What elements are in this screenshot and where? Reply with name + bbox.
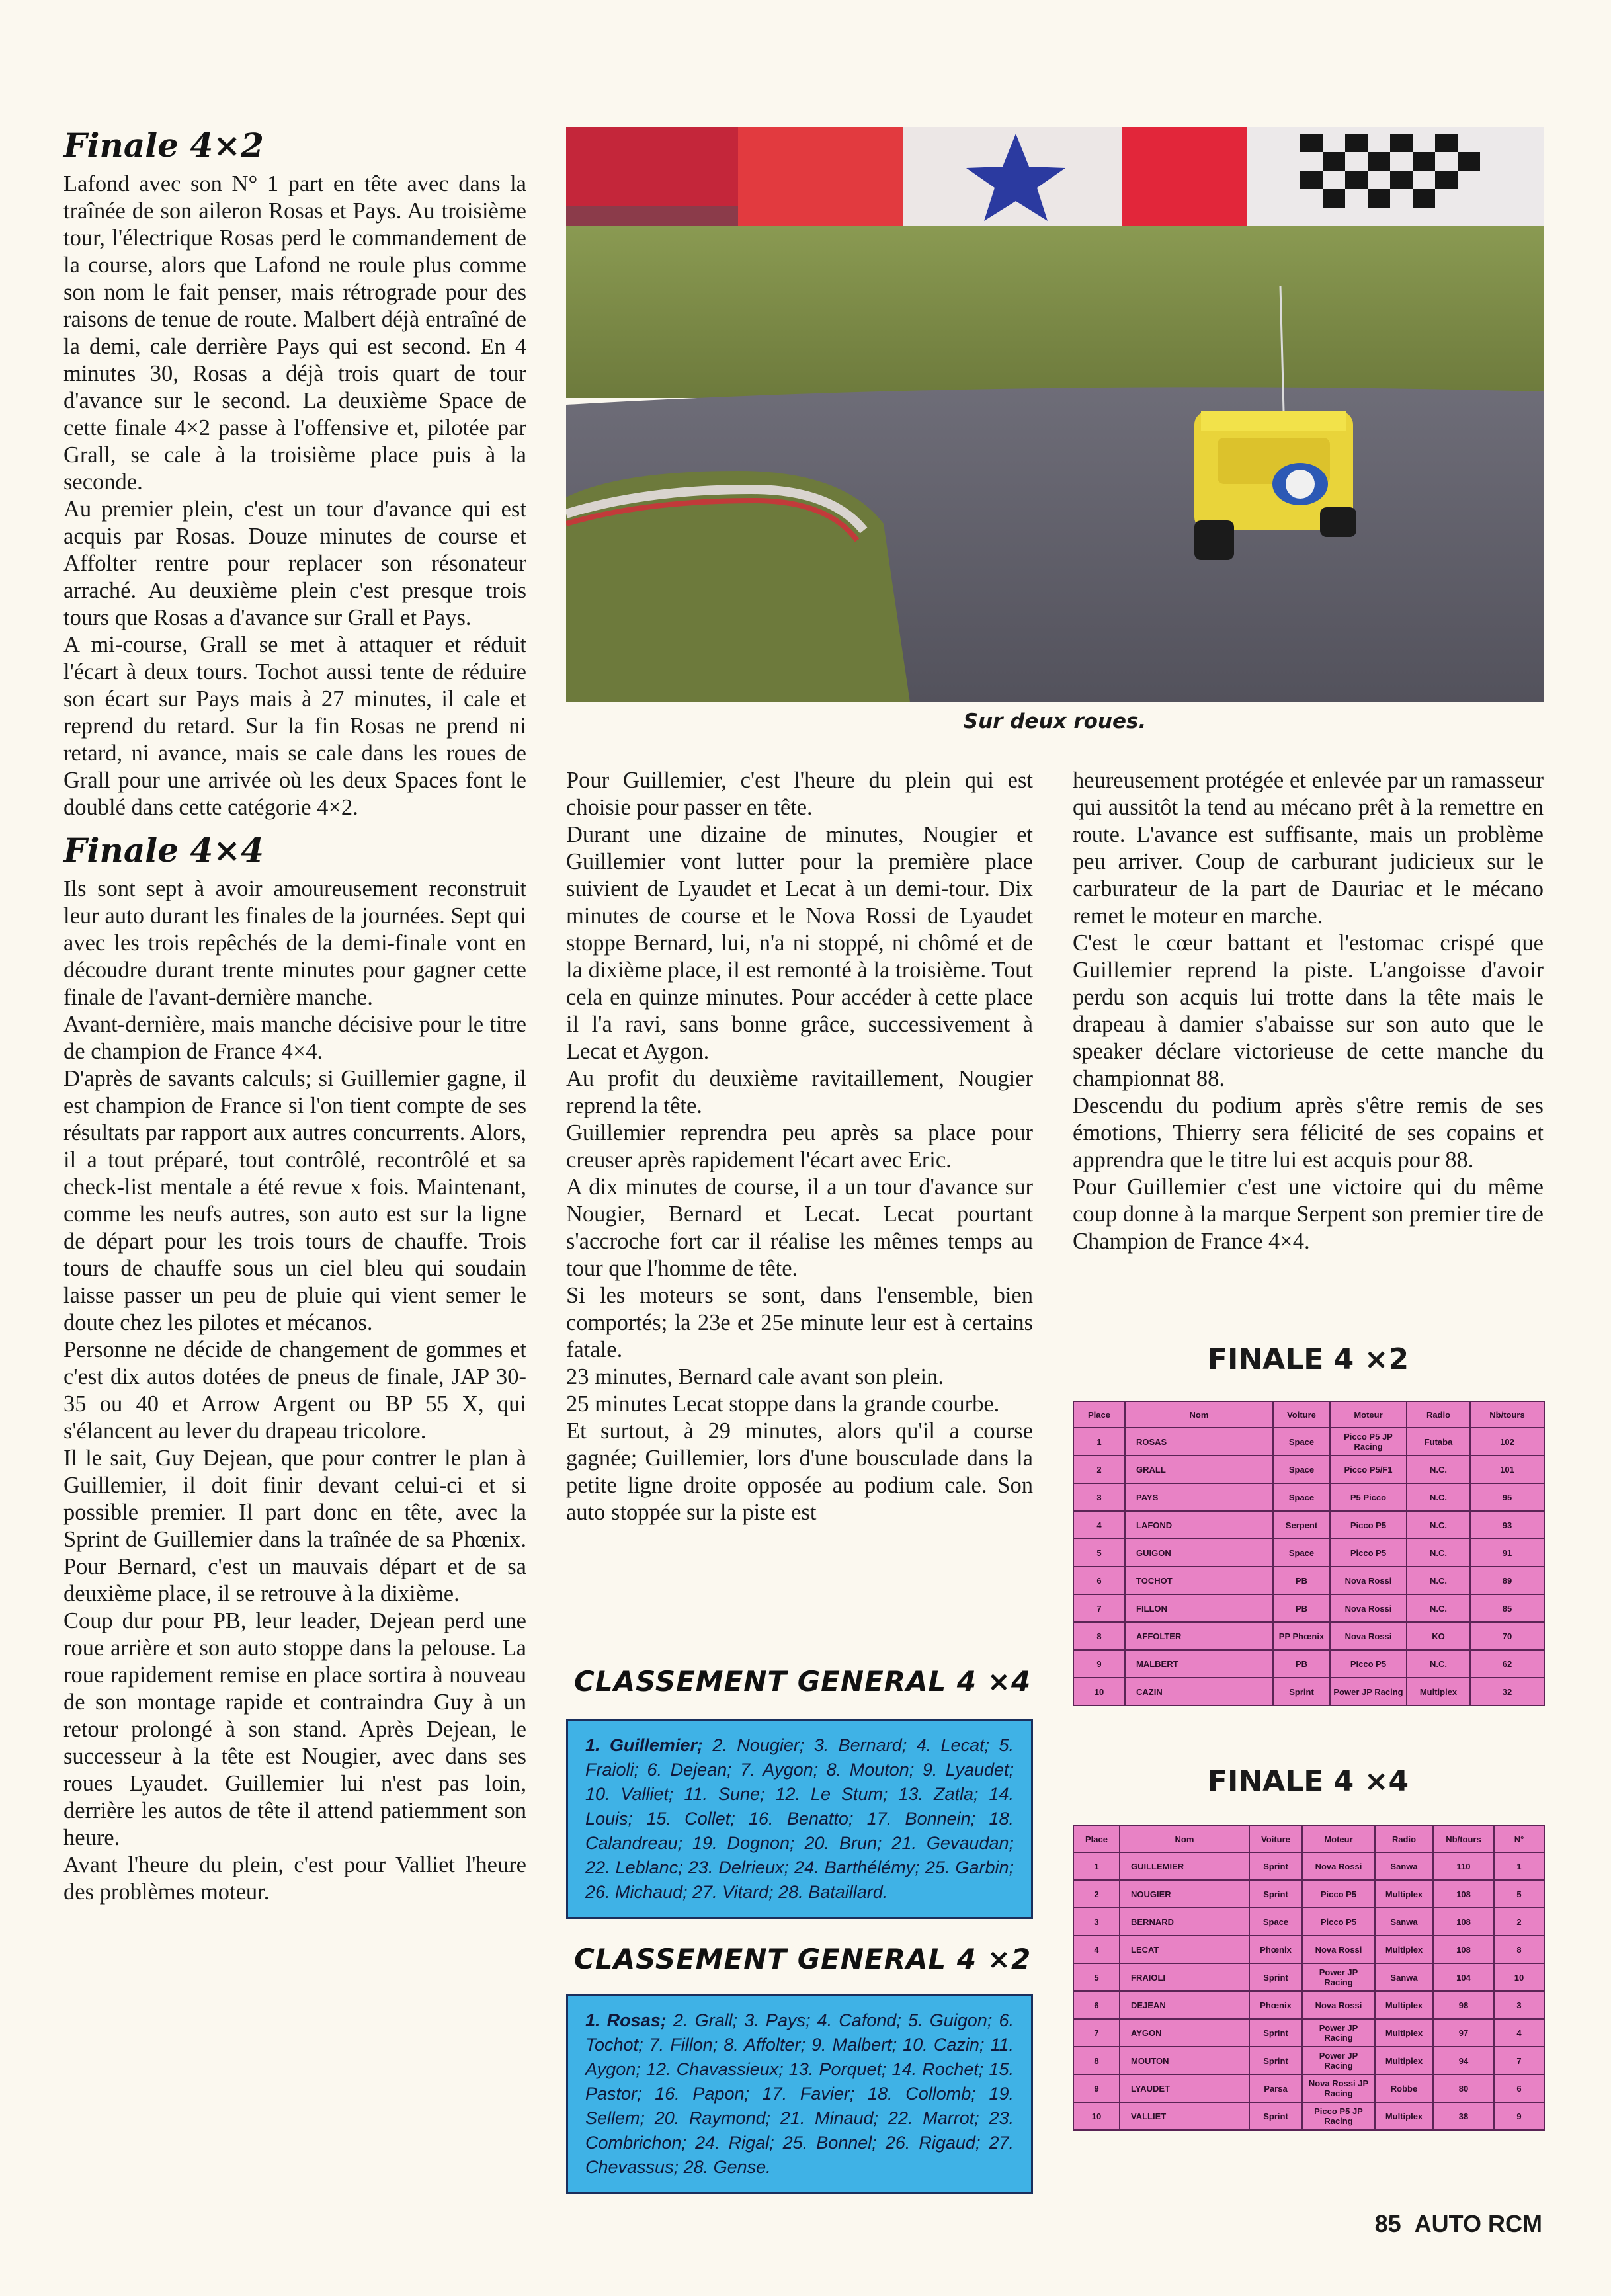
paragraph: Coup dur pour PB, leur leader, Dejean perd une roue arrière et son auto stoppe dans la pelouse. La roue rapidement remise en place sortira à nouveau de son montage rapide et contraindra Guy à un retour prolongé à son stand. Après Dejean, le successeur à la tête est Nougier, avec dans ses roues Lyaudet. Guillemier lui n'est pas loin, derrière les autos de tête il attend patiemment son heure. xyxy=(63,1608,526,1850)
table-cell: 2 xyxy=(1494,1908,1544,1936)
table-cell: 1 xyxy=(1494,1852,1544,1880)
table-cell: Multiplex xyxy=(1407,1678,1470,1705)
table-cell: AYGON xyxy=(1120,2019,1249,2047)
table-cell: 80 xyxy=(1433,2074,1494,2102)
column-header: Voiture xyxy=(1249,1826,1302,1852)
table-cell: N.C. xyxy=(1407,1483,1470,1511)
table-cell: 8 xyxy=(1073,1622,1125,1650)
table-cell: 104 xyxy=(1433,1963,1494,1991)
table-cell: Sprint xyxy=(1249,1963,1302,1991)
column-header: Radio xyxy=(1375,1826,1433,1852)
table-cell: 1 xyxy=(1073,1852,1120,1880)
table-cell: FILLON xyxy=(1125,1594,1273,1622)
table-cell: Sanwa xyxy=(1375,1963,1433,1991)
column-header: Nb/tours xyxy=(1433,1826,1494,1852)
column-header: N° xyxy=(1494,1826,1544,1852)
table-cell: 110 xyxy=(1433,1852,1494,1880)
table-cell: Picco P5 xyxy=(1330,1539,1407,1567)
table-cell: 7 xyxy=(1494,2047,1544,2074)
table-row xyxy=(1073,1963,1544,1991)
table-cell: 4 xyxy=(1073,1936,1120,1963)
table-cell: 93 xyxy=(1470,1511,1544,1539)
table-cell: Space xyxy=(1273,1428,1330,1456)
table-cell: 6 xyxy=(1073,1567,1125,1594)
section-heading-finale-4x4: Finale 4×4 xyxy=(63,831,264,870)
table-cell: 1 xyxy=(1073,1428,1125,1456)
table-cell: 5 xyxy=(1494,1880,1544,1908)
table-row xyxy=(1073,1456,1544,1483)
paragraph: 23 minutes, Bernard cale avant son plein. xyxy=(566,1364,944,1389)
table-cell: Phœnix xyxy=(1249,1936,1302,1963)
paragraph: Descendu du podium après s'être remis de ses émotions, Thierry sera félicité de ses copains et apprendra que le titre lui est acquis pour 88. xyxy=(1073,1093,1544,1172)
paragraph: heureusement protégée et enlevée par un ramasseur qui aussitôt la tend au mécano prêt à la remettre en route. L'avance est suffisante, mais un problème peu arriver. Coup de carburant judicieux sur le carburateur de la part de Dauriac et le mécano remet le moteur en marche. xyxy=(1073,768,1544,928)
article-column-3 xyxy=(1073,767,1544,1255)
table-cell: 108 xyxy=(1433,1880,1494,1908)
table-cell: 4 xyxy=(1073,1511,1125,1539)
table-cell: N.C. xyxy=(1407,1511,1470,1539)
paragraph: Personne ne décide de changement de gommes et c'est dix autos dotées de pneus de finale, JAP 30-35 ou 40 et Arrow Argent ou BP 55 X, qui s'élancent au lever du drapeau tricolore. xyxy=(63,1337,526,1444)
table-cell: Nova Rossi xyxy=(1330,1594,1407,1622)
table-header-row xyxy=(1073,1826,1544,1852)
table-row xyxy=(1073,1936,1544,1963)
classement-4x2-leader: 1. Rosas; xyxy=(585,2010,667,2030)
table-cell: 62 xyxy=(1470,1650,1544,1678)
paragraph: Si les moteurs se sont, dans l'ensemble, bien comportés; la 23e et 25e minute leur est à certains fatale. xyxy=(566,1283,1033,1362)
classement-4x4-leader: 1. Guillemier; xyxy=(585,1735,703,1755)
column-header: Nom xyxy=(1125,1401,1273,1428)
column-header: Place xyxy=(1073,1826,1120,1852)
table-cell: GUILLEMIER xyxy=(1120,1852,1249,1880)
paragraph: Lafond avec son N° 1 part en tête avec dans la traînée de son aileron Rosas et Pays. Au troisième tour, l'électrique Rosas perd le commandement de la course, alors que Lafond ne roule plus comme son nom le fait penser, mais rétrograde pour des raisons de tenue de route. Malbert déjà entraîné de la demi, cale derrière Pays qui est second. En 4 minutes 30, Rosas a déjà trois quart de tour d'avance sur le second. La deuxième Space de cette finale 4×2 passe à l'offensive et, pilotée par Grall, se cale à la troisième place puis à la seconde. xyxy=(63,171,526,495)
table-cell: 2 xyxy=(1073,1880,1120,1908)
table-row xyxy=(1073,1594,1544,1622)
table-cell: N.C. xyxy=(1407,1650,1470,1678)
table-row xyxy=(1073,1880,1544,1908)
paragraph: C'est le cœur battant et l'estomac crispé que Guillemier reprend la piste. L'angoisse d'avoir perdu son acquis lui trotte dans la tête mais le drapeau à damier s'abaisse sur son auto que le speaker déclare victorieuse de cette manche du championnat 88. xyxy=(1073,930,1544,1091)
table-cell: Picco P5 xyxy=(1302,1908,1375,1936)
table-cell: Nova Rossi xyxy=(1330,1622,1407,1650)
classement-4x2-list: 2. Grall; 3. Pays; 4. Cafond; 5. Guigon; 6. Tochot; 7. Fillon; 8. Affolter; 9. Malbert; 10. Cazin; 11. Aygon; 12. Chavassieux; 13. Porquet; 14. Rochet; 15. Pastor; 16. Papon; 17. Favier; 18. Collomb; 19. Sellem; 20. Raymond; 21. Minaud; 22. Marrot; 23. Combrichon; 24. Rigal; 25. Bonnel; 26. Rigaud; 27. Chevassus; 28. Gense. xyxy=(585,2010,1014,2177)
table-cell: 8 xyxy=(1494,1936,1544,1963)
classement-4x2-title: CLASSEMENT GENERAL 4 ×2 xyxy=(574,1943,1032,1975)
table-cell: PB xyxy=(1273,1594,1330,1622)
table-cell: Space xyxy=(1273,1539,1330,1567)
table-cell: 85 xyxy=(1470,1594,1544,1622)
table-cell: Multiplex xyxy=(1375,1936,1433,1963)
table-cell: 9 xyxy=(1073,2074,1120,2102)
table-row xyxy=(1073,1852,1544,1880)
table-cell: Multiplex xyxy=(1375,2047,1433,2074)
paragraph: Pour Guillemier, c'est l'heure du plein qui est choisie pour passer en tête. xyxy=(566,768,1033,820)
table-cell: Picco P5 JP Racing xyxy=(1330,1428,1407,1456)
table-cell: Space xyxy=(1273,1456,1330,1483)
table-cell: PAYS xyxy=(1125,1483,1273,1511)
classement-4x4-title: CLASSEMENT GENERAL 4 ×4 xyxy=(574,1665,1032,1698)
page-number: 85 xyxy=(1374,2210,1401,2237)
table-cell: 32 xyxy=(1470,1678,1544,1705)
table-cell: 101 xyxy=(1470,1456,1544,1483)
table-cell: 9 xyxy=(1073,1650,1125,1678)
table-cell: Futaba xyxy=(1407,1428,1470,1456)
table-cell: Space xyxy=(1273,1483,1330,1511)
finale-4x2-table-title: FINALE 4 ×2 xyxy=(1207,1342,1409,1376)
table-cell: Multiplex xyxy=(1375,1880,1433,1908)
table-cell: Space xyxy=(1249,1908,1302,1936)
table-row xyxy=(1073,1483,1544,1511)
column-header: Moteur xyxy=(1330,1401,1407,1428)
table-cell: Sanwa xyxy=(1375,1852,1433,1880)
table-cell: GUIGON xyxy=(1125,1539,1273,1567)
table-row xyxy=(1073,1622,1544,1650)
table-cell: 6 xyxy=(1073,1991,1120,2019)
table-row xyxy=(1073,1650,1544,1678)
table-cell: 89 xyxy=(1470,1567,1544,1594)
table-header-row xyxy=(1073,1401,1544,1428)
table-cell: 94 xyxy=(1433,2047,1494,2074)
table-cell: LAFOND xyxy=(1125,1511,1273,1539)
table-cell: 3 xyxy=(1494,1991,1544,2019)
table-cell: 102 xyxy=(1470,1428,1544,1456)
table-cell: Phœnix xyxy=(1249,1991,1302,2019)
table-cell: Picco P5/F1 xyxy=(1330,1456,1407,1483)
table-cell: Sanwa xyxy=(1375,1908,1433,1936)
table-cell: GRALL xyxy=(1125,1456,1273,1483)
table-cell: 5 xyxy=(1073,1963,1120,1991)
finale-4x4-table xyxy=(1073,1825,1545,2131)
table-cell: FRAIOLI xyxy=(1120,1963,1249,1991)
table-cell: 4 xyxy=(1494,2019,1544,2047)
column-header: Place xyxy=(1073,1401,1125,1428)
table-cell: Power JP Racing xyxy=(1302,2047,1375,2074)
magazine-name: AUTO RCM xyxy=(1414,2210,1542,2237)
paragraph: Avant l'heure du plein, c'est pour Valliet l'heure des problèmes moteur. xyxy=(63,1852,526,1905)
classement-4x4-box xyxy=(566,1719,1033,1919)
column-header: Nb/tours xyxy=(1470,1401,1544,1428)
table-cell: Picco P5 xyxy=(1330,1511,1407,1539)
table-cell: CAZIN xyxy=(1125,1678,1273,1705)
table-cell: LYAUDET xyxy=(1120,2074,1249,2102)
table-cell: LECAT xyxy=(1120,1936,1249,1963)
table-cell: 2 xyxy=(1073,1456,1125,1483)
table-cell: 38 xyxy=(1433,2102,1494,2130)
table-cell: 6 xyxy=(1494,2074,1544,2102)
column-header: Nom xyxy=(1120,1826,1249,1852)
table-cell: MALBERT xyxy=(1125,1650,1273,1678)
table-cell: Nova Rossi xyxy=(1302,1991,1375,2019)
table-cell: PB xyxy=(1273,1650,1330,1678)
column-header: Radio xyxy=(1407,1401,1470,1428)
article-column-1 xyxy=(63,126,526,1906)
section-heading-finale-4x2: Finale 4×2 xyxy=(63,126,264,165)
table-cell: NOUGIER xyxy=(1120,1880,1249,1908)
table-cell: 98 xyxy=(1433,1991,1494,2019)
table-cell: PB xyxy=(1273,1567,1330,1594)
table-cell: PP Phœnix xyxy=(1273,1622,1330,1650)
table-cell: VALLIET xyxy=(1120,2102,1249,2130)
table-row xyxy=(1073,2019,1544,2047)
paragraph: A mi-course, Grall se met à attaquer et réduit l'écart à deux tours. Tochot aussi tente de réduire son écart sur Pays mais à 27 minutes, il cale et reprend du retard. Sur la fin Rosas ne prend ni retard, ni avance, mais se cale dans les roues de Grall pour une arrivée où les deux Spaces font le doublé dans cette catégorie 4×2. xyxy=(63,632,526,820)
table-cell: 8 xyxy=(1073,2047,1120,2074)
table-cell: 10 xyxy=(1073,2102,1120,2130)
page-footer xyxy=(1375,2210,1542,2238)
table-cell: P5 Picco xyxy=(1330,1483,1407,1511)
paragraph: Il le sait, Guy Dejean, que pour contrer le plan à Guillemier, il doit finir devant celui-ci et si possible premier. Il part donc en tête, avec la Sprint de Guillemier dans la traînée de sa Phœnix. Pour Bernard, c'est un mauvais départ et de sa deuxième place, il se retrouve à la dixième. xyxy=(63,1446,526,1606)
table-row xyxy=(1073,1991,1544,2019)
table-cell: Nova Rossi xyxy=(1330,1567,1407,1594)
table-cell: 3 xyxy=(1073,1908,1120,1936)
classement-4x2-box xyxy=(566,1994,1033,2194)
table-cell: N.C. xyxy=(1407,1567,1470,1594)
table-cell: 70 xyxy=(1470,1622,1544,1650)
table-cell: Sprint xyxy=(1249,1852,1302,1880)
table-cell: Picco P5 JP Racing xyxy=(1302,2102,1375,2130)
table-cell: ROSAS xyxy=(1125,1428,1273,1456)
table-row xyxy=(1073,1678,1544,1705)
table-cell: N.C. xyxy=(1407,1456,1470,1483)
table-cell: Nova Rossi JP Racing xyxy=(1302,2074,1375,2102)
table-cell: 10 xyxy=(1073,1678,1125,1705)
table-cell: Sprint xyxy=(1249,2019,1302,2047)
finale-4x4-table-title: FINALE 4 ×4 xyxy=(1207,1764,1409,1798)
table-row xyxy=(1073,1428,1544,1456)
table-cell: Serpent xyxy=(1273,1511,1330,1539)
finale-4x2-text xyxy=(63,171,526,821)
paragraph: Pour Guillemier c'est une victoire qui du même coup donne à la marque Serpent son premier tire de Champion de France 4×4. xyxy=(1073,1174,1544,1254)
table-cell: 9 xyxy=(1494,2102,1544,2130)
table-cell: 7 xyxy=(1073,1594,1125,1622)
table-cell: Nova Rossi xyxy=(1302,1936,1375,1963)
table-row xyxy=(1073,1908,1544,1936)
table-cell: 91 xyxy=(1470,1539,1544,1567)
table-cell: MOUTON xyxy=(1120,2047,1249,2074)
table-cell: DEJEAN xyxy=(1120,1991,1249,2019)
table-cell: Power JP Racing xyxy=(1330,1678,1407,1705)
paragraph: Guillemier reprendra peu après sa place pour creuser après rapidement l'écart avec Eric. xyxy=(566,1120,1033,1172)
race-car-illustration xyxy=(566,127,1544,702)
table-row xyxy=(1073,2074,1544,2102)
table-cell: Multiplex xyxy=(1375,2019,1433,2047)
paragraph: Au profit du deuxième ravitaillement, Nougier reprend la tête. xyxy=(566,1066,1033,1118)
paragraph: 25 minutes Lecat stoppe dans la grande courbe. xyxy=(566,1391,1000,1416)
table-cell: KO xyxy=(1407,1622,1470,1650)
table-cell: Multiplex xyxy=(1375,2102,1433,2130)
table-cell: 97 xyxy=(1433,2019,1494,2047)
table-cell: 95 xyxy=(1470,1483,1544,1511)
photo-caption: Sur deux roues. xyxy=(963,710,1147,733)
table-cell: Sprint xyxy=(1273,1678,1330,1705)
table-cell: 5 xyxy=(1073,1539,1125,1567)
paragraph: A dix minutes de course, il a un tour d'avance sur Nougier, Bernard et Lecat. Lecat pourtant s'accroche fort car il réalise les mêmes temps au tour que l'homme de tête. xyxy=(566,1174,1033,1281)
paragraph: Au premier plein, c'est un tour d'avance qui est acquis par Rosas. Douze minutes de course et Affolter rentre pour replacer son résonateur arraché. Au deuxième plein c'est presque trois tours que Rosas a d'avance sur Grall et Pays. xyxy=(63,497,526,630)
table-cell: Power JP Racing xyxy=(1302,2019,1375,2047)
table-cell: N.C. xyxy=(1407,1539,1470,1567)
table-cell: 108 xyxy=(1433,1936,1494,1963)
paragraph: D'après de savants calculs; si Guillemier gagne, il est champion de France si l'on tient compte de ses résultats par rapport aux autres concurrents. Alors, il a tout préparé, tout contrôlé, recontrôlé et sa check-list mentale a été revue x fois. Maintenant, comme les neufs autres, son auto est sur la ligne de départ pour les trois tours de chauffe. Trois tours de chauffe sous un ciel bleu qui soudain laisse passer un peu de pluie qui vient semer le doute chez les pilotes et mécanos. xyxy=(63,1066,526,1335)
table-cell: Sprint xyxy=(1249,2047,1302,2074)
table-cell: 7 xyxy=(1073,2019,1120,2047)
table-cell: 108 xyxy=(1433,1908,1494,1936)
table-row xyxy=(1073,1539,1544,1567)
paragraph: Avant-dernière, mais manche décisive pour le titre de champion de France 4×4. xyxy=(63,1012,526,1064)
table-row xyxy=(1073,2102,1544,2130)
table-row xyxy=(1073,1511,1544,1539)
column-header: Moteur xyxy=(1302,1826,1375,1852)
table-cell: N.C. xyxy=(1407,1594,1470,1622)
column-header: Voiture xyxy=(1273,1401,1330,1428)
table-cell: BERNARD xyxy=(1120,1908,1249,1936)
table-cell: Nova Rossi xyxy=(1302,1852,1375,1880)
paragraph: Et surtout, à 29 minutes, alors qu'il a course gagnée; Guillemier, lors d'une bousculade dans la petite ligne droite opposée au podium cale. Son auto stoppée sur la piste est xyxy=(566,1418,1033,1525)
race-photo xyxy=(566,127,1544,702)
table-row xyxy=(1073,2047,1544,2074)
table-cell: Sprint xyxy=(1249,2102,1302,2130)
finale-4x4-text xyxy=(63,876,526,1906)
article-column-2 xyxy=(566,767,1033,1526)
table-cell: 10 xyxy=(1494,1963,1544,1991)
table-cell: Power JP Racing xyxy=(1302,1963,1375,1991)
classement-4x4-list: 2. Nougier; 3. Bernard; 4. Lecat; 5. Fraioli; 6. Dejean; 7. Aygon; 8. Mouton; 9. Lyaudet; 10. Valliet; 11. Sune; 12. Le Stum; 13. Zatla; 14. Louis; 15. Collet; 16. Benatto; 17. Bonnein; 18. Calandreau; 19. Dognon; 20. Brun; 21. Gevaudan; 22. Leblanc; 23. Delrieux; 24. Barthélémy; 25. Garbin; 26. Michaud; 27. Vitard; 28. Bataillard. xyxy=(585,1735,1014,1902)
table-cell: Picco P5 xyxy=(1302,1880,1375,1908)
table-row xyxy=(1073,1567,1544,1594)
table-cell: Multiplex xyxy=(1375,1991,1433,2019)
paragraph: Durant une dizaine de minutes, Nougier et Guillemier vont lutter pour la première place suivient de Lyaudet et Lecat à un demi-tour. Dix minutes de course et le Nova Rossi de Lyaudet stoppe Bernard, lui, n'a ni stoppé, ni chômé et de la dixième place, il est remonté à la troisième. Tout cela en quinze minutes. Pour accéder à cette place il l'a ravi, sans bonne grâce, successivement à Lecat et Aygon. xyxy=(566,822,1033,1064)
table-cell: Picco P5 xyxy=(1330,1650,1407,1678)
finale-4x2-table xyxy=(1073,1401,1545,1706)
table-cell: 3 xyxy=(1073,1483,1125,1511)
table-cell: Sprint xyxy=(1249,1880,1302,1908)
paragraph: Ils sont sept à avoir amoureusement reconstruit leur auto durant les finales de la journées. Sept qui avec les trois repêchés de la demi-finale vont en découdre durant trente minutes pour gagner cette finale de l'avant-dernière manche. xyxy=(63,876,526,1010)
table-cell: Parsa xyxy=(1249,2074,1302,2102)
table-cell: TOCHOT xyxy=(1125,1567,1273,1594)
table-cell: AFFOLTER xyxy=(1125,1622,1273,1650)
table-cell: Robbe xyxy=(1375,2074,1433,2102)
